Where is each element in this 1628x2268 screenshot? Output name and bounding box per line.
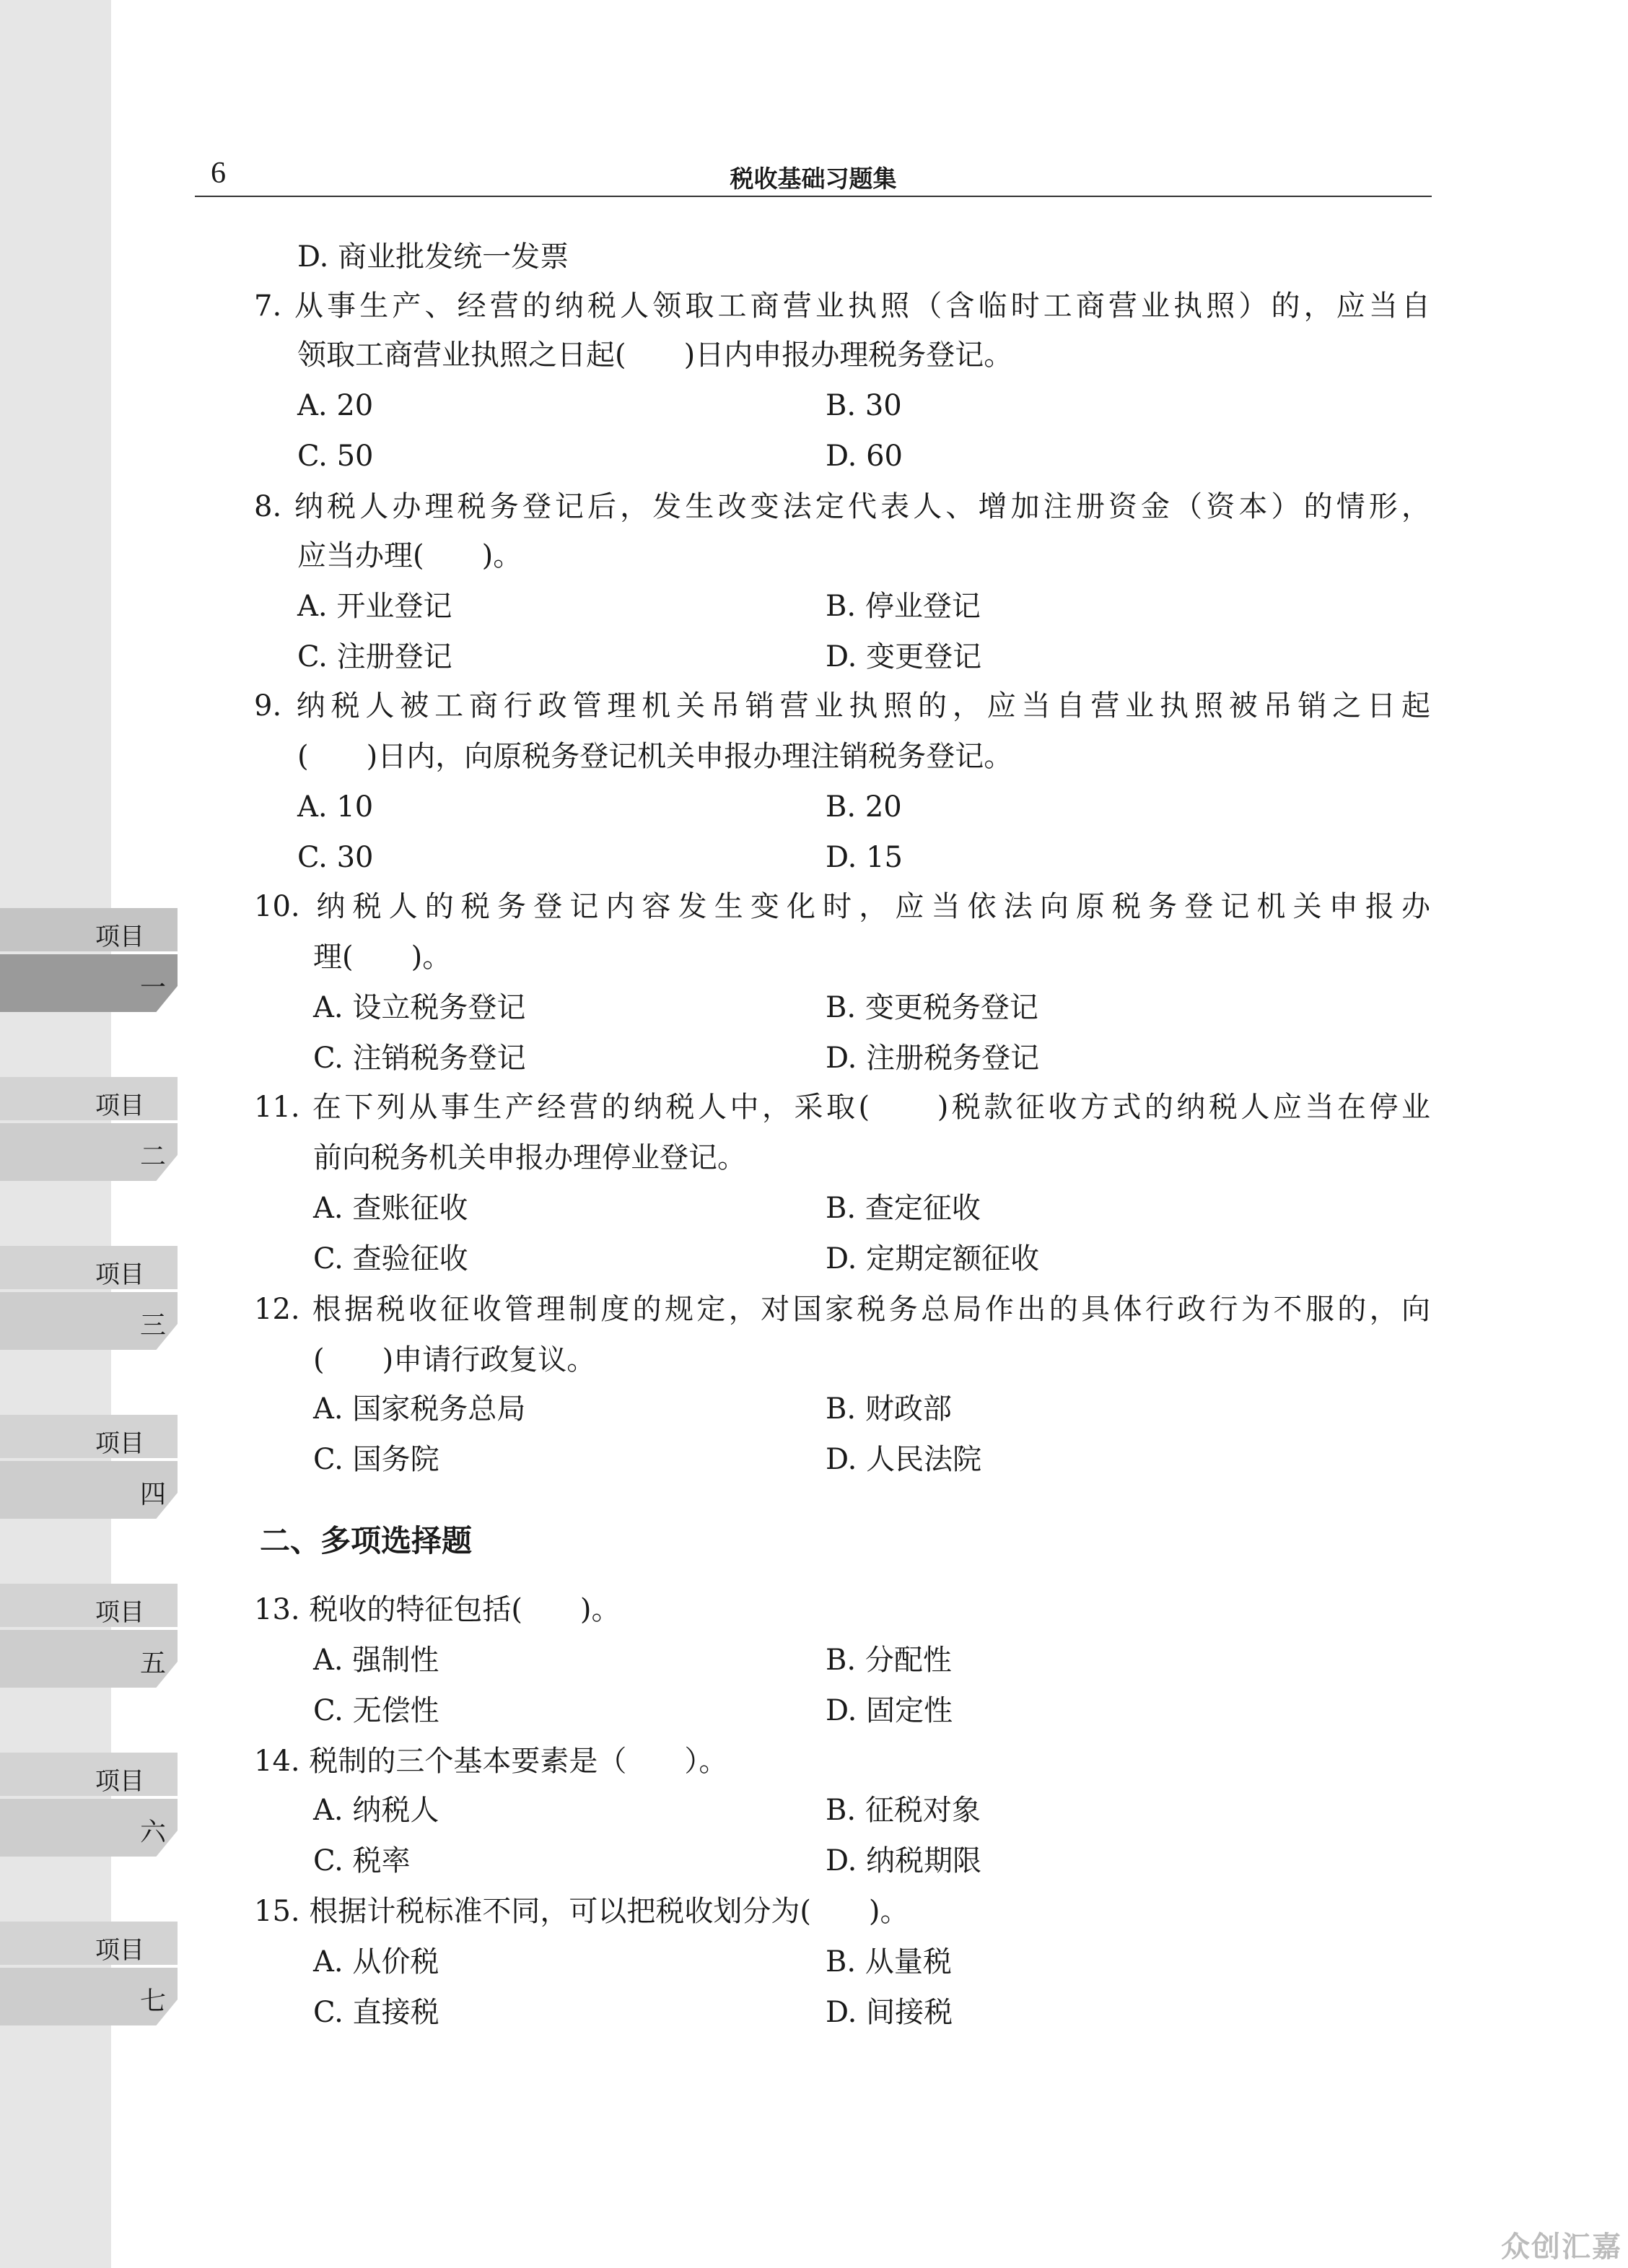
question-9-option-a: A. 10 [297,790,374,824]
question-8-stem-line-1: 8. 纳税人办理税务登记后，发生改变法定代表人、增加注册资金（资本）的情形， [254,490,1430,523]
page-number: 6 [211,157,226,190]
question-9-stem-line-2: ( )日内，向原税务登记机关申报办理注销税务登记。 [297,740,1013,773]
question-7-option-c: C. 50 [297,440,374,473]
question-10-option-a: A. 设立税务登记 [313,991,526,1024]
question-12-option-c: C. 国务院 [313,1443,439,1476]
question-13-option-d: D. 固定性 [826,1694,953,1727]
question-9-option-c: C. 30 [297,841,374,874]
carry-over-option: D. 商业批发统一发票 [297,240,569,274]
section-title: 二、多项选择题 [260,1523,473,1558]
question-8-option-d: D. 变更登记 [826,640,982,673]
question-8-option-c: C. 注册登记 [297,640,452,673]
question-10-option-c: C. 注销税务登记 [313,1042,526,1075]
question-12-stem-line-2: ( )申请行政复议。 [313,1343,596,1377]
tab-label: 项目 [95,1260,144,1289]
tab-number: 一 [139,973,166,1003]
question-15-stem: 15. 根据计税标准不同，可以把税收划分为( )。 [254,1895,909,1928]
question-15-option-a: A. 从价税 [313,1945,439,1979]
question-13-option-b: B. 分配性 [826,1644,952,1677]
question-14-option-a: A. 纳税人 [313,1794,439,1827]
question-12-option-d: D. 人民法院 [826,1443,982,1476]
question-14-stem: 14. 税制的三个基本要素是（ ）。 [254,1745,728,1778]
question-7-option-b: B. 30 [826,389,902,422]
question-13-option-a: A. 强制性 [313,1644,439,1677]
watermark: 众创汇嘉 [1501,2230,1622,2264]
question-13-stem: 13. 税收的特征包括( )。 [254,1593,621,1626]
tab-number: 四 [139,1480,166,1509]
question-9-option-b: B. 20 [826,790,902,824]
tab-label: 项目 [95,923,144,951]
tab-number: 五 [139,1649,166,1678]
question-10-stem-line-2: 理( )。 [313,941,452,974]
question-8-option-a: A. 开业登记 [297,590,452,623]
question-9-option-d: D. 15 [826,841,903,874]
question-7-option-a: A. 20 [297,389,374,422]
question-13-option-c: C. 无偿性 [313,1694,439,1727]
question-7-option-d: D. 60 [826,440,903,473]
question-10-option-d: D. 注册税务登记 [826,1042,1040,1075]
question-11-option-b: B. 查定征收 [826,1192,981,1225]
question-15-option-d: D. 间接税 [826,1996,953,2029]
book-title: 税收基础习题集 [730,165,897,193]
question-11-option-d: D. 定期定额征收 [826,1242,1040,1275]
question-9-stem-line-1: 9. 纳税人被工商行政管理机关吊销营业执照的，应当自营业执照被吊销之日起 [254,689,1430,723]
question-14-option-d: D. 纳税期限 [826,1844,982,1877]
tab-label: 项目 [95,1091,144,1120]
tab-number: 七 [139,1986,166,2016]
question-8-option-b: B. 停业登记 [826,590,981,623]
question-11-stem-line-2: 前向税务机关申报办理停业登记。 [313,1141,746,1174]
question-12-stem-line-1: 12. 根据税收征收管理制度的规定，对国家税务总局作出的具体行政行为不服的，向 [254,1293,1430,1326]
question-7-stem-line-2: 领取工商营业执照之日起( )日内申报办理税务登记。 [297,339,1013,372]
tab-label: 项目 [95,1767,144,1796]
question-10-option-b: B. 变更税务登记 [826,991,1038,1024]
question-11-stem-line-1: 11. 在下列从事生产经营的纳税人中，采取( )税款征收方式的纳税人应当在停业 [254,1091,1430,1124]
tab-label: 项目 [95,1598,144,1627]
tab-number: 六 [139,1818,166,1847]
question-15-option-b: B. 从量税 [826,1945,952,1979]
question-11-option-c: C. 查验征收 [313,1242,468,1275]
question-12-option-b: B. 财政部 [826,1392,952,1426]
question-15-option-c: C. 直接税 [313,1996,439,2029]
tab-number: 二 [139,1142,166,1172]
tab-label: 项目 [95,1936,144,1965]
question-12-option-a: A. 国家税务总局 [313,1392,526,1426]
question-14-option-c: C. 税率 [313,1844,411,1877]
question-8-stem-line-2: 应当办理( )。 [297,539,522,572]
question-11-option-a: A. 查账征收 [313,1192,468,1225]
question-10-stem-line-1: 10. 纳税人的税务登记内容发生变化时，应当依法向原税务登记机关申报办 [254,890,1430,923]
question-14-option-b: B. 征税对象 [826,1794,981,1827]
tab-label: 项目 [95,1429,144,1458]
question-7-stem-line-1: 7. 从事生产、经营的纳税人领取工商营业执照（含临时工商营业执照）的，应当自 [254,289,1430,323]
tab-number: 三 [139,1311,166,1340]
